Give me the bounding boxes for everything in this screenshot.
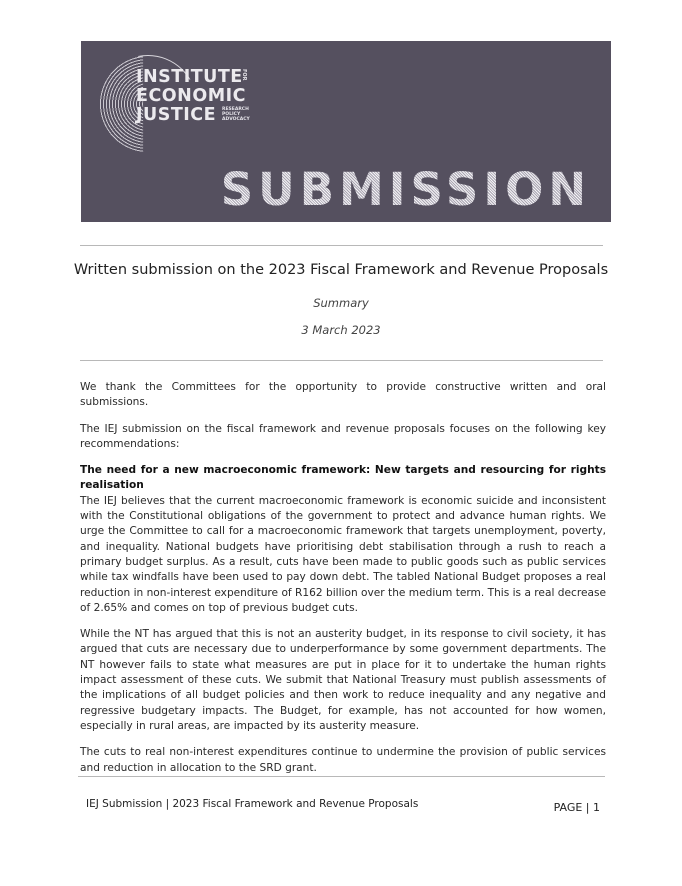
logo-line: JUSTICE [136,105,217,125]
document-body [80,380,606,787]
paragraph: We thank the Committees for the opportunity to provide constructive written and oral submissions. [80,381,606,409]
paragraph: While the NT has argued that this is not an austerity budget, in its response to civil society, it has argued that cuts are necessary due to underperformance by some government departments. The NT however fails to state what measures are put in place for it to undertake the human rights impact assessment of these cuts. We submit that National Treasury must publish assessments of the implications of all budget policies and then work to reduce inequality and any negative and regressive budgetary impacts. The Budget, for example, has not accounted for how women, especially in rural areas, are impacted by its austerity measure. [80,628,606,732]
tagline-item: ADVOCACY [222,117,250,122]
document-title: Written submission on the 2023 Fiscal Framework and Revenue Proposals [73,262,609,278]
paragraph: The cuts to real non-interest expenditures continue to undermine the provision of public services and reduction in allocation to the SRD grant. [80,746,606,774]
iej-logo [99,55,259,155]
paragraph: The IEJ believes that the current macroeconomic framework is economic suicide and inconsistent with the Constitutional obligations of the government to protect and advance human rights. We urge the Committee to call for a macroeconomic framework that targets unemployment, poverty, and inequality. National budgets have prioritising debt stabilisation through a rush to reach a primary budget surplus. As a result, cuts have been made to public goods such as public services while tax windfalls have been used to pay down debt. The tabled National Budget proposes a real reduction in non-interest expenditure of R162 billion over the medium term. This is a real decrease of 2.65% and comes on top of previous budget cuts. [80,494,606,614]
logo-line: INSTITUTE [136,67,243,87]
tagline-item: POLICY [222,112,241,117]
section-heading: The need for a new macroeconomic framework: New targets and resourcing for rights realisation [80,464,606,492]
document-date: 3 March 2023 [301,323,381,337]
footer-title: IEJ Submission | 2023 Fiscal Framework and Revenue Proposals [86,798,419,810]
footer-divider [78,776,605,777]
logo-for: FOR [241,69,247,81]
logo-tagline [222,107,250,122]
divider [80,360,603,361]
document-subtitle: Summary [313,296,369,310]
paragraph: The IEJ submission on the fiscal framework and revenue proposals focuses on the following key recommendations: [80,422,606,450]
header-banner [81,41,611,222]
logo-line: ECONOMIC [136,86,246,106]
divider [80,245,603,246]
page-number: PAGE | 1 [553,801,600,814]
submission-label: SUBMISSION [220,163,591,216]
tagline-item: RESEARCH [222,107,249,112]
